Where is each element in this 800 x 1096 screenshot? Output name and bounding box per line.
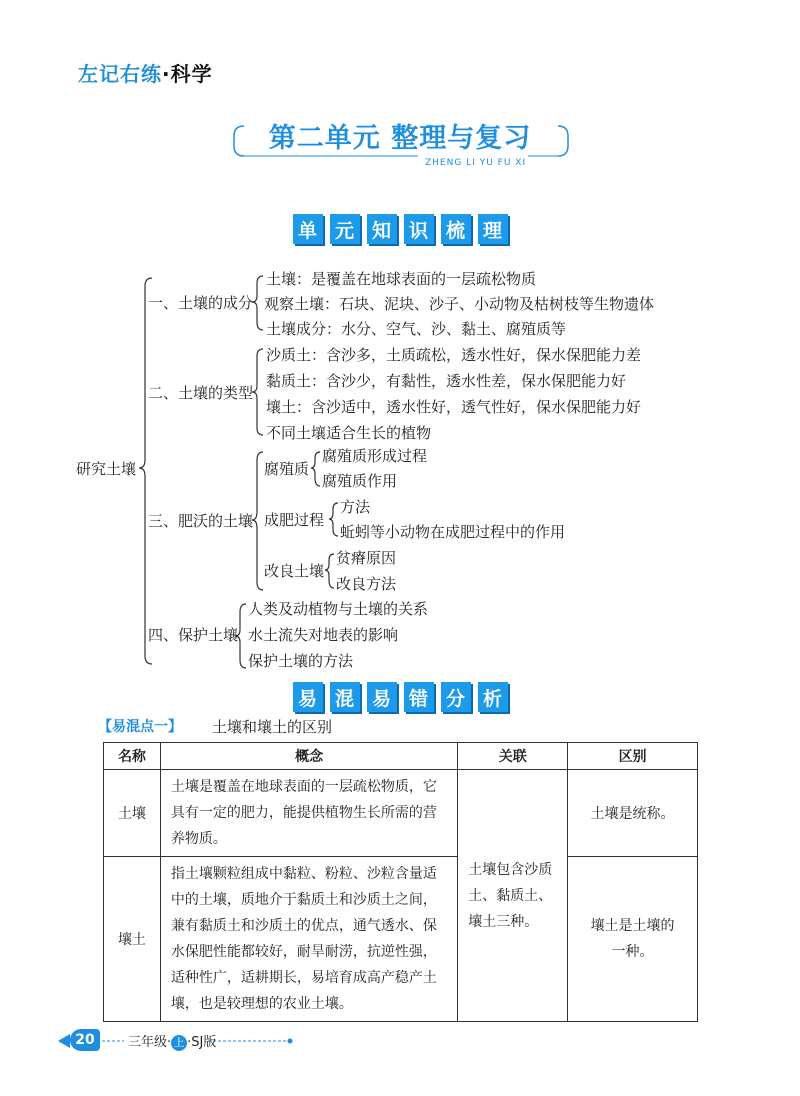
section-char: 理: [478, 214, 508, 244]
tree-sub-branch: 改良土壤: [264, 562, 325, 580]
table-cell-relation: 土壤包含沙质土、黏质土、壤土三种。: [458, 770, 568, 1022]
tree-branch-2: 二、土壤的类型: [148, 384, 254, 402]
table-cell-concept: 指土壤颗粒组成中黏粒、粉粒、沙粒含量适中的土壤，质地介于黏质土和沙质土之间，兼有黏质土和沙质土的优点，通气透水、保水保肥性能都较好，耐旱耐涝，抗逆性强，适种性广，适耕期长，易培育成高产稳产土壤，也是较理想的农业土壤。: [160, 857, 457, 1022]
section-char: 知: [367, 214, 397, 244]
tree-leaf: 腐殖质形成过程: [322, 447, 428, 465]
tree-leaf: 不同土壤适合生长的植物: [266, 424, 432, 442]
table-header: 区别: [568, 743, 698, 770]
section-char: 分: [441, 682, 471, 712]
section-char: 易: [367, 682, 397, 712]
tree-branch-1: 一、土壤的成分: [148, 294, 254, 312]
table-cell-concept: 土壤是覆盖在地球表面的一层疏松物质，它具有一定的肥力，能提供植物生长所需的营养物质。: [160, 770, 457, 857]
tree-leaf: 观察土壤：石块、泥块、沙子、小动物及枯树枝等生物遗体: [264, 295, 655, 313]
tree-leaf: 土壤成分：水分、空气、沙、黏土、腐殖质等: [266, 320, 567, 338]
table-cell-difference: 土壤是统称。: [568, 770, 698, 857]
footer-edition: SJ版: [191, 1035, 217, 1050]
footer-grade-info: 三年级· 上 ·SJ版: [128, 1035, 217, 1050]
tree-sub-branch: 腐殖质: [264, 460, 310, 478]
table-header: 概念: [160, 743, 457, 770]
table-row: [104, 857, 698, 1022]
unit-title-pinyin: ZHENG LI YU FU XI: [425, 158, 527, 168]
tree-leaf: 蚯蚓等小动物在成肥过程中的作用: [340, 523, 566, 541]
section-char: 易: [293, 682, 323, 712]
section-char: 单: [293, 214, 323, 244]
tree-branch-3: 三、肥沃的土壤: [148, 512, 254, 530]
section-char: 析: [478, 682, 508, 712]
table-row: [104, 770, 698, 857]
table-cell-difference: 壤土是土壤的一种。: [568, 857, 698, 1022]
section-header-confusion: [0, 682, 800, 712]
table-header-row: [104, 743, 698, 770]
table-header: 关联: [458, 743, 568, 770]
tree-root: 研究土壤: [76, 460, 137, 478]
tree-leaf: 黏质土：含沙少，有黏性，透水性差，保水保肥能力好: [266, 372, 627, 390]
page-number: 20: [70, 1029, 100, 1051]
tree-leaf: 水土流失对地表的影响: [248, 626, 399, 644]
brand-subject: 科学: [170, 62, 213, 86]
section-char: 元: [330, 214, 360, 244]
tree-branch-4: 四、保护土壤: [148, 626, 239, 644]
footer-term-badge: 上: [171, 1035, 187, 1051]
footer-grade: 三年级: [128, 1035, 168, 1050]
brand-name: 左记右练: [78, 62, 162, 86]
tree-leaf: 人类及动植物与土壤的关系: [248, 600, 429, 618]
table-cell-name: 土壤: [104, 770, 161, 857]
unit-title: 第二单元 整理与复习: [268, 123, 532, 154]
comparison-table: [103, 742, 698, 1022]
brand-dot: ·: [162, 62, 171, 86]
table-header: 名称: [104, 743, 161, 770]
tree-sub-branch: 成肥过程: [264, 511, 325, 529]
tree-leaf: 壤土：含沙适中，透水性好，透气性好，保水保肥能力好: [266, 398, 642, 416]
confusion-point-title: 土壤和壤土的区别: [212, 718, 333, 736]
section-char: 错: [404, 682, 434, 712]
tree-leaf: 改良方法: [336, 575, 397, 593]
section-char: 混: [330, 682, 360, 712]
tree-leaf: 腐殖质作用: [322, 472, 398, 490]
section-char: 识: [404, 214, 434, 244]
table-cell-name: 壤土: [104, 857, 161, 1022]
tree-leaf: 土壤：是覆盖在地球表面的一层疏松物质: [266, 270, 537, 288]
confusion-point-tag: 【易混点一】: [98, 719, 182, 735]
tree-leaf: 方法: [340, 498, 371, 516]
tree-leaf: 保护土壤的方法: [248, 652, 354, 670]
tree-leaf: 沙质土：含沙多，土质疏松，透水性好，保水保肥能力差: [266, 346, 642, 364]
tree-leaf: 贫瘠原因: [336, 549, 397, 567]
section-char: 梳: [441, 214, 471, 244]
